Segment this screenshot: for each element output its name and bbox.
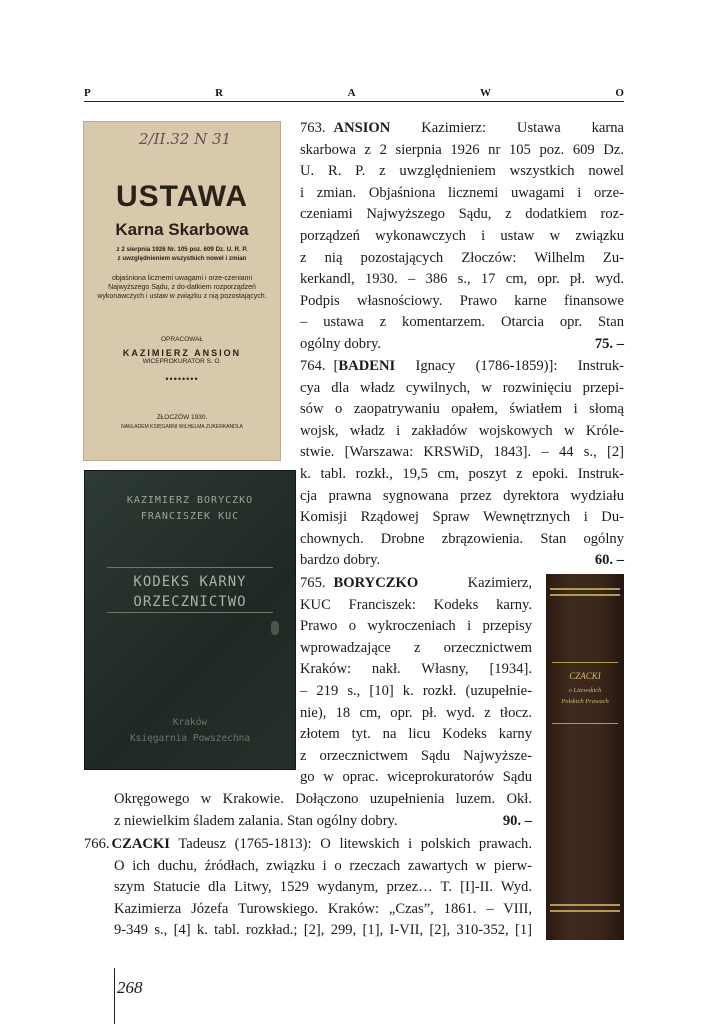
entry-number: 764.: [300, 358, 326, 374]
spine-band: [550, 588, 620, 590]
entry-text-line: Kazimierz,: [418, 575, 532, 591]
entry-price: 90. –: [502, 812, 532, 829]
entry-text-line: KUC Franciszek: Kodeks karny.: [300, 596, 532, 613]
spine-subtitle: Polskich Prawach: [561, 698, 609, 705]
entry-text-line: – ustawa z komentarzem. Otarcia opr. Stan: [300, 314, 624, 331]
entry-text-line: kerkandl, 1930. – 386 s., 17 cm, opr. pł. wyd.: [300, 271, 624, 288]
header-letter: W: [479, 87, 491, 99]
cover-clasp: [271, 621, 279, 635]
entry-number: 765.: [300, 575, 326, 591]
header-letter: O: [615, 87, 624, 99]
cover-image-czacki-spine: [546, 574, 624, 940]
entry-text-line: skarbowa z 2 sierpnia 1926 nr 105 poz. 609 Dz.: [300, 141, 624, 158]
entry-text-line: 9-349 s., [4] k. tabl. rozkład.; [2], 299, [1], I-VII, [2], 310-352, [1]: [114, 922, 532, 939]
cover-description: objaśniona licznemi uwagami i orze-czeniami Najwyższego Sądu, z do-datkiem rozporządzeń wykonawczych i ustaw w związku z nią pozostających.: [97, 275, 267, 300]
entry-bracket: [: [333, 358, 339, 374]
cover-place: Kraków: [172, 717, 208, 728]
cover-title: KODEKS KARNY: [133, 574, 247, 590]
entry-text-line: szym Statucie dla Litwy, 1529 wydanym, przez… T. [I]-II. Wyd.: [114, 879, 532, 896]
header-letter: A: [347, 87, 356, 99]
entry-author: BORYCZKO: [333, 575, 419, 591]
header-letter: R: [215, 87, 224, 99]
entry-765-continued: [114, 789, 532, 832]
entry-text-line: sów o zaopatrywaniu opałem, światłem i słomą: [300, 401, 624, 418]
cover-subtitle: Karna Skarbowa: [115, 220, 249, 239]
entry-author: ANSION: [333, 120, 391, 136]
cover-subtitle: ORZECZNICTWO: [133, 594, 247, 610]
entry-text-line: wojsk, władz i zakładów wojskowych w Króle-: [300, 422, 624, 439]
entry-author: CZACKI: [111, 836, 170, 852]
entry-price: 60. –: [594, 552, 624, 569]
entry-text-line: z niewielkim śladem zalania. Stan ogólny dobry.: [114, 812, 398, 829]
entry-text-line: wprowadzające z orzecznictwem: [300, 639, 532, 656]
entry-price: 75. –: [594, 335, 624, 352]
cover-author-role: WICEPROKURATOR S. O.: [142, 358, 222, 365]
entry-765: [300, 573, 532, 789]
cover-author: FRANCISZEK KUC: [140, 511, 240, 522]
entry-text-line: Okręgowego w Krakowie. Dołączono uzupełnienia luzem. Okł.: [114, 791, 532, 807]
entry-766: [84, 834, 532, 942]
cover-title: USTAWA: [115, 180, 249, 213]
entry-text-line: i zmian. Objaśniona licznemi uwagami i orze-: [300, 184, 624, 201]
cover-author: KAZIMIERZ ANSION: [122, 348, 242, 358]
cover-title-frame: [107, 567, 273, 613]
entry-text-line: Ignacy (1786-1859)]: Instruk-: [395, 358, 624, 374]
cover-publisher: NAKŁADEM KSIĘGARNI WILHELMA ZUKERKANDLA: [121, 424, 243, 430]
entry-text-line: ogólny dobry.: [300, 335, 381, 352]
cover-line: z uwzględnieniem wszystkich nowel i zmian: [117, 255, 247, 262]
entry-text-line: chownych. Drobne zbrązowienia. Stan ogólny: [300, 530, 624, 547]
header-rule: [84, 101, 624, 102]
entry-number: 766.: [84, 836, 110, 852]
entry-text-line: z orzecznictwem Sądu Najwyższe-: [300, 747, 532, 764]
entry-text-line: stwie. [Warszawa: KRSWiD, 1843]. – 44 s., [2]: [300, 444, 624, 461]
entry-764: [300, 356, 624, 572]
entry-text-line: Podpis własnościowy. Prawo karne finansowe: [300, 292, 624, 309]
cover-publisher: Księgarnia Powszechna: [129, 733, 251, 744]
entry-text-line: cya dla władz cywilnych, w rozwinięciu przepi-: [300, 379, 624, 396]
entry-text-line: Kazimierz: Ustawa karna: [390, 120, 624, 136]
spine-band: [550, 594, 620, 596]
entry-author: BADENI: [338, 358, 396, 374]
entry-text-line: O ich duchu, źródłach, związku i o rzeczach zawartych w pierw-: [114, 857, 532, 874]
cover-author: KAZIMIERZ BORYCZKO: [126, 495, 254, 506]
entry-text-line: Tadeusz (1765-1813): O litewskich i polskich prawach.: [169, 836, 532, 852]
cover-image-kodeks-karny: [84, 470, 296, 770]
entry-763: [300, 118, 624, 356]
entry-text-line: k. tabl. rozkł., 19,5 cm, poszyt z epoki. Instruk-: [300, 465, 624, 482]
entry-text-line: go w oprac. wiceprokuratorów Sądu: [300, 769, 532, 786]
cover-place: ZŁOCZÓW 1930.: [156, 414, 208, 421]
cover-line: z 2 sierpnia 1926 Nr. 105 poz. 609 Dz. U. R. P.: [116, 246, 248, 253]
entry-text-line: czeniami Najwyższego Sądu, z dodatkiem roz-: [300, 206, 624, 223]
entry-text-line: bardzo dobry.: [300, 552, 381, 569]
spine-band: [550, 910, 620, 912]
cover-handwriting: 2/II.32 N 31: [139, 130, 232, 148]
entry-number: 763.: [300, 120, 326, 136]
page-number: 268: [117, 978, 143, 997]
entry-text-line: U. R. P. z uwzględnieniem wszystkich nowel: [300, 163, 624, 180]
entry-text-line: porządzeń wykonawczych i ustaw w związku: [300, 227, 624, 244]
cover-ornament: ••••••••: [165, 374, 199, 384]
spine-band: [550, 904, 620, 906]
entry-text-line: nie), 18 cm, opr. pł. wyd. z tłocz.: [300, 704, 532, 721]
entry-text-line: z nią pozostających Złoczów: Wilhelm Zu-: [300, 249, 624, 266]
entry-text-line: Kazimierza Józefa Turowskiego. Kraków: „Czas”, 1861. – VIII,: [114, 900, 532, 917]
entry-text-line: złotem tyt. na licu Kodeks karny: [300, 726, 532, 743]
spine-subtitle: o Litewskich: [568, 687, 602, 694]
entry-text-line: – 219 s., [10] k. rozkł. (uzupełnie-: [300, 682, 532, 699]
cover-image-ustawa: [83, 121, 281, 461]
spine-title: CZACKI: [569, 671, 601, 681]
entry-text-line: Kraków: nakł. Własny, [1934].: [300, 661, 532, 678]
entry-text-line: Komisji Rządowej Spraw Wewnętrznych i Du-: [300, 509, 624, 526]
running-header: [84, 86, 624, 100]
page-number-rule: [114, 968, 115, 1024]
cover-editor-label: OPRACOWAŁ: [160, 336, 203, 343]
spine-label: [552, 662, 618, 724]
entry-text-line: cja prawna sygnowana przez dyrektora wydziału: [300, 487, 624, 504]
entry-text-line: Prawo o wykroczeniach i przepisy: [300, 618, 532, 635]
header-letter: P: [84, 87, 91, 99]
